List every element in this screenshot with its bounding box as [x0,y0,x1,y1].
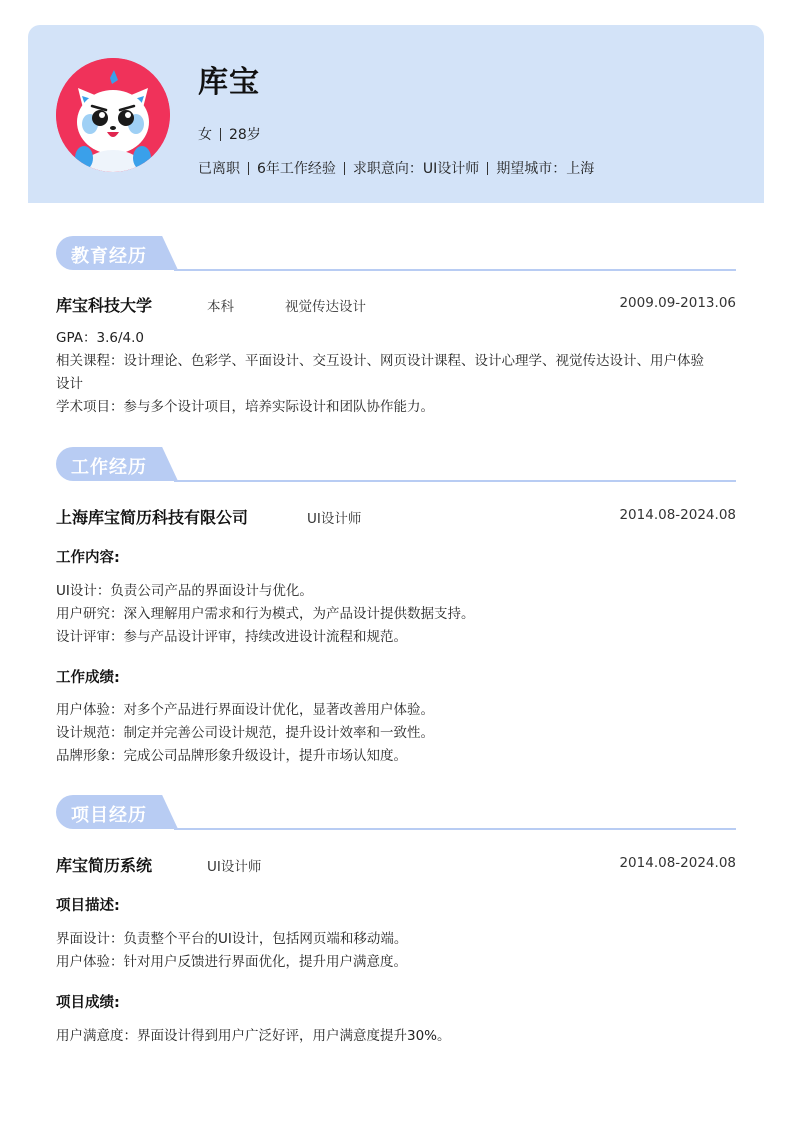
project-desc-title: 项目描述: [56,898,120,914]
major: 视觉传达设计 [285,299,366,315]
section-work-heading [56,447,736,483]
experience-years: 6年工作经验 [257,161,336,177]
section-rule [174,269,736,271]
project-period: 2014.08-2024.08 [619,855,736,871]
courses-line-cont: 设计 [56,376,83,392]
section-title: 工作经历 [71,457,147,478]
list-item: 品牌形象：完成公司品牌形象升级设计，提升市场认知度。 [56,748,407,764]
school-name: 库宝科技大学 [56,296,153,315]
section-title: 项目经历 [71,805,147,826]
company-name: 上海库宝简历科技有限公司 [56,508,249,527]
list-item: 用户研究：深入理解用户需求和行为模式，为产品设计提供数据支持。 [56,606,475,622]
divider [248,162,249,175]
work-content-title: 工作内容: [56,550,120,566]
project-desc-list [56,928,736,974]
basic-info [198,124,261,144]
list-item: 界面设计：负责整个平台的UI设计，包括网页端和移动端。 [56,931,408,947]
project-results-list [56,1025,736,1048]
list-item: 用户体验：针对用户反馈进行界面优化，提升用户满意度。 [56,954,407,970]
expected-city: 期望城市：上海 [496,161,595,177]
education-period: 2009.09-2013.06 [619,295,736,311]
degree: 本科 [207,299,234,315]
list-item: UI设计：负责公司产品的界面设计与优化。 [56,583,313,599]
academic-projects-line: 学术项目：参与多个设计项目，培养实际设计和团队协作能力。 [56,399,434,415]
work-results-list [56,699,736,768]
list-item: 设计规范：制定并完善公司设计规范，提升设计效率和一致性。 [56,725,434,741]
education-details [56,327,736,419]
work-period: 2014.08-2024.08 [619,507,736,523]
section-education-heading [56,236,736,272]
list-item: 设计评审：参与产品设计评审，持续改进设计流程和规范。 [56,629,407,645]
work-role: UI设计师 [307,511,362,527]
project-role: UI设计师 [207,859,262,875]
work-results-title: 工作成绩: [56,670,120,686]
project-name: 库宝简历系统 [56,856,153,875]
project-results-title: 项目成绩: [56,995,120,1011]
gender: 女 [198,127,212,143]
job-intention: 求职意向：UI设计师 [352,161,480,177]
divider [344,162,345,175]
profile-header [28,25,764,203]
courses-line: 相关课程：设计理论、色彩学、平面设计、交互设计、网页设计课程、设计心理学、视觉传达设计、用户体验 [56,353,704,369]
gpa-line: GPA：3.6/4.0 [56,330,144,346]
divider [220,128,221,141]
section-title: 教育经历 [71,246,147,267]
list-item: 用户满意度：界面设计得到用户广泛好评，用户满意度提升30%。 [56,1028,451,1044]
employment-status: 已离职 [198,161,240,177]
avatar [56,58,170,172]
section-rule [174,480,736,482]
age: 28岁 [229,127,261,143]
list-item: 用户体验：对多个产品进行界面设计优化，显著改善用户体验。 [56,702,434,718]
section-rule [174,828,736,830]
job-info [198,158,594,178]
candidate-name: 库宝 [198,65,260,100]
cat-mascot-icon [56,58,170,172]
divider [487,162,488,175]
work-content-list [56,580,736,649]
section-project-heading [56,795,736,831]
